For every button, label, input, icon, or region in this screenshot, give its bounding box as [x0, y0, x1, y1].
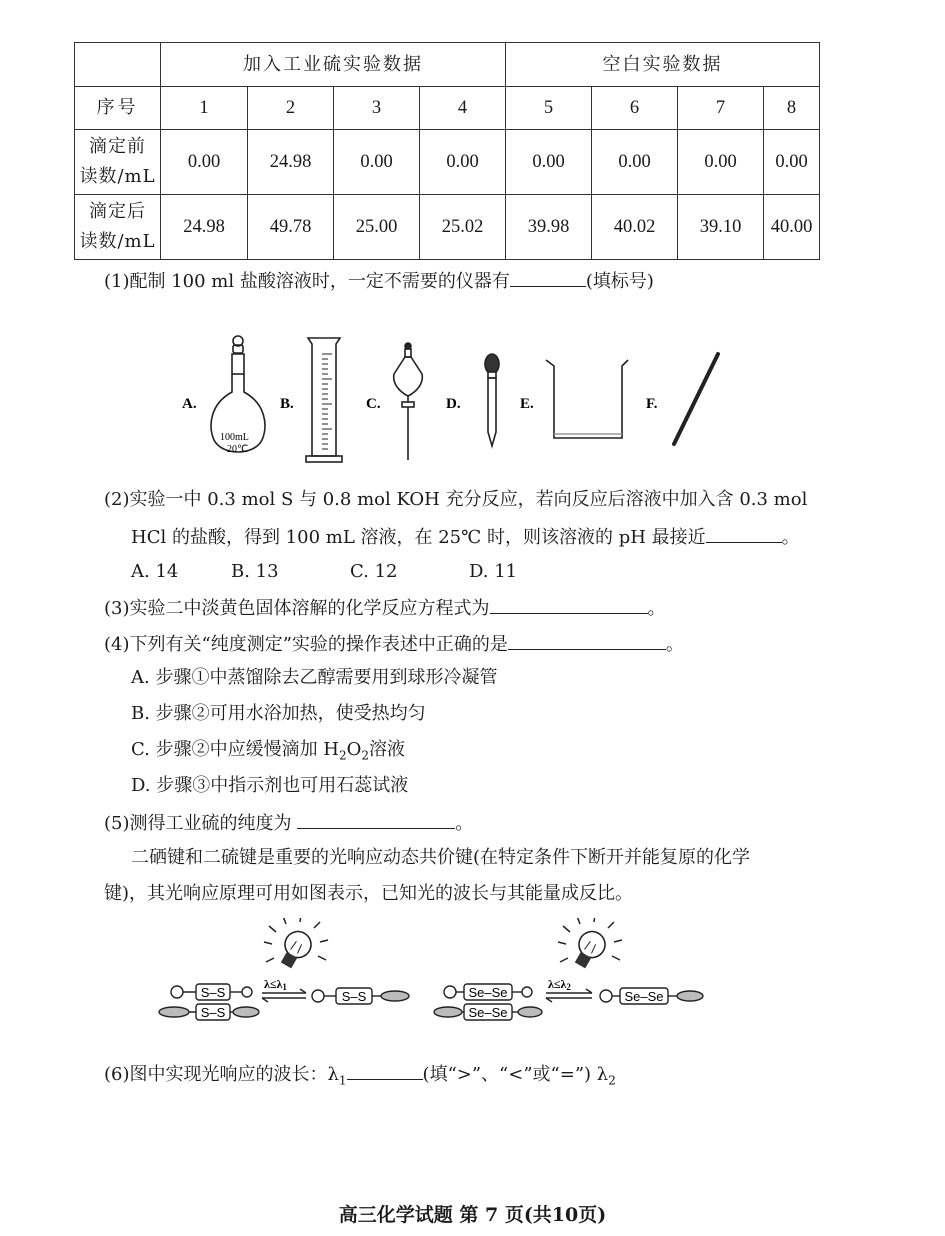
apparatus-figure [170, 330, 730, 470]
answer-blank [297, 810, 455, 829]
answer-blank [347, 1061, 423, 1080]
question-6: (6)图中实现光响应的波长：$\lambda_1$ (填“>”、“<”或“=”) $\lambda_2$ [104, 1061, 616, 1093]
question-1: (1)配制 100 ml 盐酸溶液时，一定不需要的仪器有 (填标号) [104, 268, 654, 294]
table-cell: 0.00 [420, 130, 506, 195]
table-cell: 4 [420, 87, 506, 130]
table-row-seq [75, 87, 820, 130]
table-cell: 0.00 [506, 130, 592, 195]
glass-rod-icon [674, 354, 718, 444]
q2-option-d: D. 11 [469, 561, 518, 582]
after-label: 滴定后 读数/mL [75, 195, 161, 260]
flask-temp-label: 20℃ [227, 444, 249, 455]
table-cell: 0.00 [678, 130, 764, 195]
before-label: 滴定前 读数/mL [75, 130, 161, 195]
table-cell: 8 [764, 87, 820, 130]
table-cell: 6 [592, 87, 678, 130]
table-row-after [75, 195, 820, 260]
beaker-icon [546, 360, 628, 438]
table-cell: 0.00 [592, 130, 678, 195]
group-header-blank: 空白实验数据 [506, 43, 820, 87]
titration-data-table [74, 42, 820, 260]
q4-option-d: D. 步骤③中指示剂也可用石蕊试液 [131, 775, 409, 796]
ss-bond-label: S–S [200, 985, 226, 1000]
light-bulb-icon [264, 918, 328, 972]
sese-bond-label: Se–Se [468, 1005, 508, 1020]
answer-blank [706, 524, 782, 543]
intro-line-1: 二硒键和二硫键是重要的光响应动态共价键(在特定条件下断开并能复原的化学 [131, 847, 751, 868]
table-cell: 5 [506, 87, 592, 130]
table-cell: 0.00 [764, 130, 820, 195]
table-cell: 39.98 [506, 195, 592, 260]
table-cell: 39.10 [678, 195, 764, 260]
table-cell: 0.00 [161, 130, 248, 195]
group-header-industrial: 加入工业硫实验数据 [161, 43, 506, 87]
question-2-line-2: HCl 的盐酸，得到 100 mL 溶液，在 25℃ 时，则该溶液的 pH 最接近 。 [131, 524, 800, 550]
light-bulb-icon [558, 918, 622, 972]
q2-option-b: B. 13 [231, 561, 279, 582]
table-cell: 24.98 [161, 195, 248, 260]
page-footer: 高三化学试题 第 7 页(共10页) [338, 1204, 607, 1226]
table-cell: 40.00 [764, 195, 820, 260]
q4-option-c: C. 步骤②中应缓慢滴加 $H_2O_2$溶液 [131, 739, 406, 763]
table-cell: 0.00 [334, 130, 420, 195]
table-row-before [75, 130, 820, 195]
ss-bond-label: S–S [341, 989, 367, 1004]
flask-volume-label: 100mL [220, 432, 249, 443]
measuring-cylinder-icon [306, 338, 342, 462]
apparatus-label-e: E. [520, 396, 534, 412]
table-cell: 40.02 [592, 195, 678, 260]
table-cell: 25.00 [334, 195, 420, 260]
q2-option-a: A. 14 [131, 561, 179, 582]
table-cell: 7 [678, 87, 764, 130]
apparatus-label-b: B. [280, 396, 294, 412]
question-4: (4)下列有关“纯度测定”实验的操作表述中正确的是 。 [104, 631, 684, 657]
table-cell: 25.02 [420, 195, 506, 260]
question-3: (3)实验二中淡黄色固体溶解的化学反应方程式为 。 [104, 595, 666, 621]
apparatus-label-f: F. [646, 396, 658, 412]
apparatus-label-c: C. [366, 396, 381, 412]
table-cell: 3 [334, 87, 420, 130]
q2-option-c: C. 12 [350, 561, 398, 582]
q4-option-a: A. 步骤①中蒸馏除去乙醇需要用到球形冷凝管 [131, 667, 498, 688]
table-cell: 24.98 [248, 130, 334, 195]
question-2-line-1: (2)实验一中 0.3 mol S 与 0.8 mol KOH 充分反应，若向反应后溶液中加入含 0.3 mol [104, 489, 808, 510]
apparatus-label-a: A. [182, 396, 197, 412]
answer-blank [510, 268, 586, 287]
answer-blank [508, 631, 666, 650]
table-cell: 1 [161, 87, 248, 130]
intro-line-2: 键)，其光响应原理可用如图表示，已知光的波长与其能量成反比。 [104, 883, 634, 904]
question-5: (5)测得工业硫的纯度为 。 [104, 810, 473, 836]
photo-response-diagram [150, 918, 720, 1028]
answer-blank [490, 595, 648, 614]
separatory-funnel-icon [394, 343, 423, 460]
table-corner-cell [75, 43, 161, 87]
q4-option-b: B. 步骤②可用水浴加热，使受热均匀 [131, 703, 426, 724]
sese-bond-label: Se–Se [624, 989, 664, 1004]
condition-label-2: λ≤λ2 [548, 977, 571, 992]
seq-label: 序号 [75, 87, 161, 130]
table-cell: 49.78 [248, 195, 334, 260]
ss-bond-label: S–S [200, 1005, 226, 1020]
table-cell: 2 [248, 87, 334, 130]
dropper-icon [485, 354, 499, 446]
apparatus-label-d: D. [446, 396, 461, 412]
condition-label-1: λ≤λ1 [264, 977, 287, 992]
sese-bond-label: Se–Se [468, 985, 508, 1000]
